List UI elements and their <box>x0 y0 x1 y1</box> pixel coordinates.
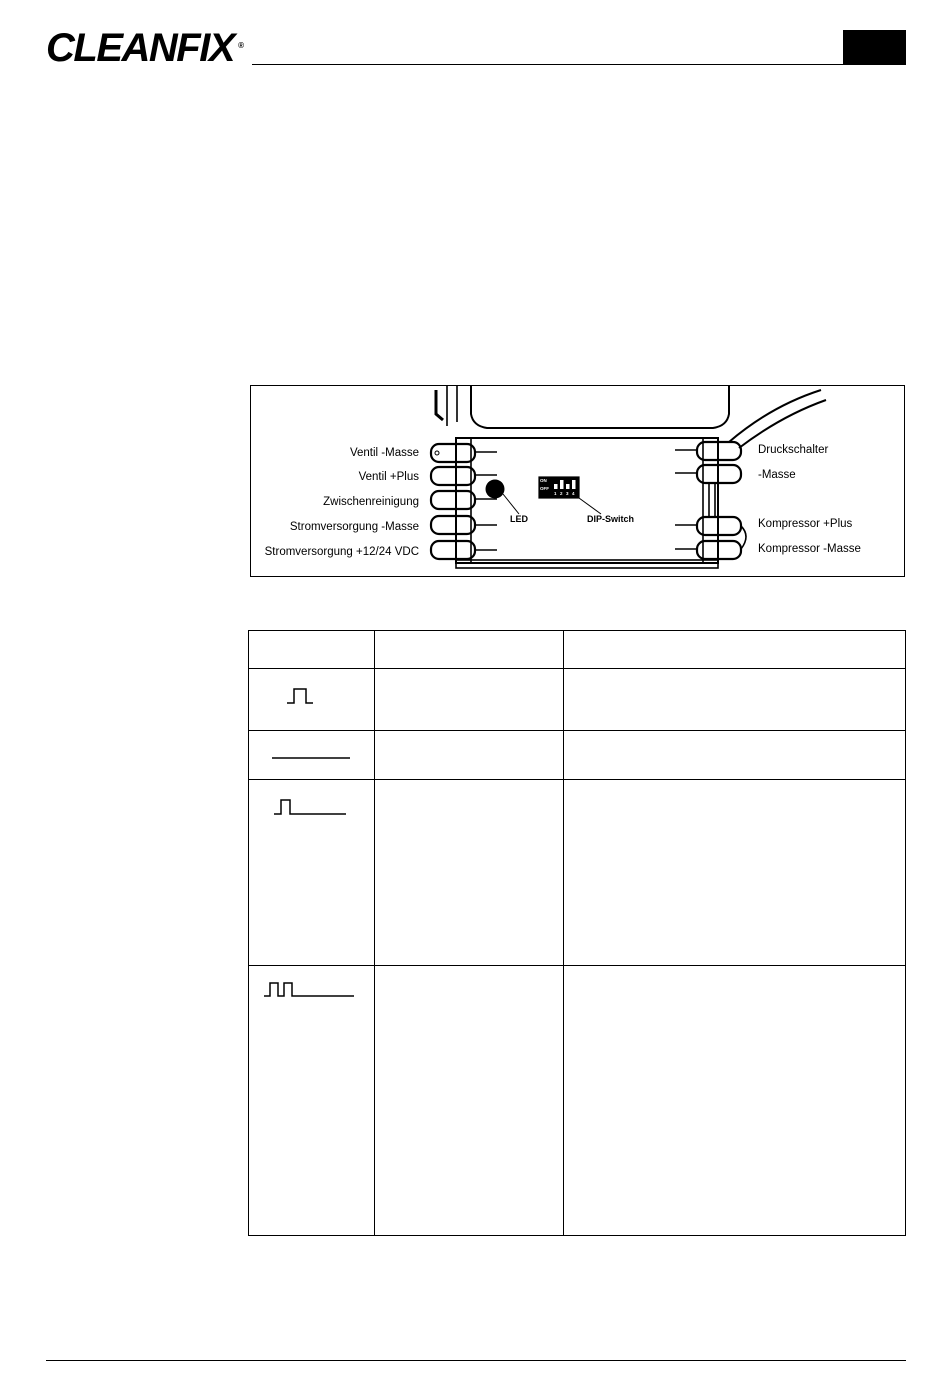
label-druckschalter: Druckschalter <box>758 444 829 456</box>
signal-cell <box>249 669 375 731</box>
wiring-diagram <box>250 385 905 577</box>
header-cell-meaning <box>374 631 563 669</box>
label-stromversorgung-plus: Stromversorgung +12/24 VDC <box>264 546 419 558</box>
dip-off-label: OFF <box>540 486 549 491</box>
led-signal-table <box>248 630 906 1236</box>
description-cell <box>563 780 906 966</box>
footer-rule <box>46 1360 906 1361</box>
table-row <box>249 780 906 966</box>
label-ventil-plus: Ventil +Plus <box>358 471 419 483</box>
dip-number-3: 3 <box>566 491 569 496</box>
header-cell-signal <box>249 631 375 669</box>
label-stromversorgung-masse: Stromversorgung -Masse <box>289 521 419 533</box>
blink-pulse-icon <box>249 669 375 731</box>
table-row <box>249 966 906 1236</box>
steady-line-icon <box>249 731 375 780</box>
table-row <box>249 731 906 780</box>
label-dip-switch: DIP-Switch <box>587 514 635 524</box>
dip-on-label: ON <box>540 478 547 483</box>
dip-number-4: 4 <box>572 491 575 496</box>
registered-mark: ® <box>238 41 244 50</box>
description-cell <box>563 669 906 731</box>
signal-cell <box>249 966 375 1236</box>
label-kompressor-plus: Kompressor +Plus <box>758 518 853 530</box>
table-row <box>249 669 906 731</box>
signal-cell <box>249 780 375 966</box>
label-zwischenreinigung: Zwischenreinigung <box>323 496 419 508</box>
signal-cell <box>249 731 375 780</box>
cleanfix-logo <box>46 26 244 70</box>
meaning-cell <box>374 780 563 966</box>
meaning-cell <box>374 731 563 780</box>
single-pulse-icon <box>249 780 375 966</box>
dip-number-1: 1 <box>554 491 557 496</box>
meaning-cell <box>374 966 563 1236</box>
header-tab-box <box>843 30 906 65</box>
label-ventil-masse: Ventil -Masse <box>349 447 419 459</box>
header-cell-description <box>563 631 906 669</box>
logo-text: CLEANFIX <box>46 26 234 70</box>
header-rule <box>252 64 844 65</box>
dip-number-2: 2 <box>560 491 563 496</box>
label-druckschalter-masse: -Masse <box>758 469 796 481</box>
double-pulse-icon <box>249 966 375 1236</box>
label-kompressor-masse: Kompressor -Masse <box>758 543 861 555</box>
table-header-row <box>249 631 906 669</box>
description-cell <box>563 966 906 1236</box>
label-led: LED <box>510 514 528 524</box>
description-cell <box>563 731 906 780</box>
meaning-cell <box>374 669 563 731</box>
